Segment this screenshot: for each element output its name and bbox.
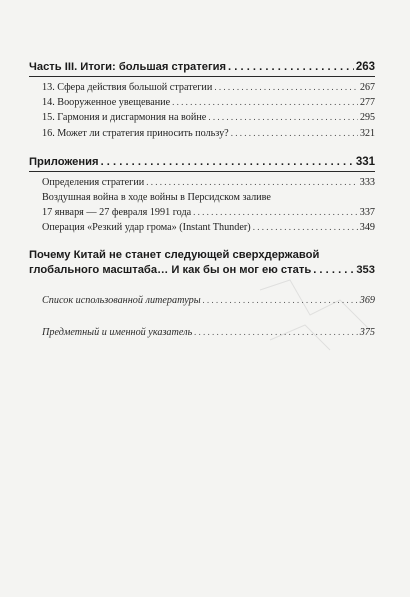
- toc-chapter-13[interactable]: [29, 80, 375, 95]
- toc-index-title: Предметный и именной указатель: [42, 326, 193, 338]
- toc-appendix-page: 337: [359, 207, 375, 219]
- toc-chapter-14[interactable]: [29, 95, 375, 110]
- toc-part-3-page: 263: [355, 61, 375, 73]
- toc-chapter-16[interactable]: [29, 126, 375, 141]
- leader-dots: [214, 80, 358, 95]
- leader-dots: [172, 95, 358, 110]
- toc-index-page: 375: [359, 326, 375, 338]
- leader-dots: [253, 220, 358, 235]
- toc-appendix-page: 349: [359, 222, 375, 234]
- toc-references-title: Список использованной литературы: [42, 294, 201, 306]
- toc-chapter-page: 267: [360, 82, 375, 93]
- toc-appendix-gulf-war-line1[interactable]: Воздушная война в ходе войны в Персидском заливе: [42, 192, 271, 204]
- toc-part-3-title: Часть III. Итоги: большая стратегия: [29, 61, 227, 73]
- toc-chapter-page: 321: [360, 127, 375, 139]
- toc-appendix-title: Операция «Резкий удар грома» (Instant Thunder): [42, 222, 251, 234]
- toc-china-line2: глобального масштаба… И как бы он мог ею стать: [29, 263, 312, 276]
- toc-part-3[interactable]: [29, 59, 375, 77]
- toc-references[interactable]: [29, 293, 375, 308]
- toc-chapter-15[interactable]: [29, 110, 375, 125]
- toc-chapter-page: 277: [360, 97, 375, 109]
- leader-dots: [208, 110, 358, 125]
- leader-dots: [203, 293, 358, 308]
- toc-china-chapter[interactable]: [29, 248, 375, 278]
- toc-china-line1: Почему Китай не станет следующей сверхдержавой: [29, 248, 320, 261]
- toc-chapter-page: 295: [360, 112, 375, 124]
- toc-chapter-title: 13. Сфера действия большой стратегии: [42, 82, 213, 93]
- toc-china-page: 353: [356, 263, 375, 276]
- leader-dots: [101, 154, 354, 171]
- leader-dots: [231, 126, 358, 141]
- toc-references-page: 369: [359, 294, 375, 306]
- toc-appendix-page: 333: [359, 176, 375, 188]
- leader-dots: [194, 325, 358, 340]
- toc-appendix-gulf-war[interactable]: [29, 205, 375, 220]
- toc-chapter-title: 16. Может ли стратегия приносить пользу?: [42, 127, 229, 139]
- toc-appendix-title: Определения стратегии: [42, 176, 145, 188]
- leader-dots: [228, 59, 354, 76]
- toc-index[interactable]: [29, 325, 375, 340]
- toc-appendix-title: 17 января — 27 февраля 1991 года: [42, 207, 192, 219]
- toc-chapter-title: 15. Гармония и дисгармония на войне: [42, 112, 207, 124]
- leader-dots: [313, 263, 354, 278]
- toc-appendices-title: Приложения: [29, 155, 99, 168]
- leader-dots: [193, 205, 358, 220]
- toc-appendices[interactable]: [29, 154, 375, 172]
- toc-appendix-instant-thunder[interactable]: [29, 220, 375, 235]
- toc-appendix-definitions[interactable]: [29, 175, 375, 190]
- toc-chapter-title: 14. Вооруженное увещевание: [42, 97, 171, 109]
- leader-dots: [146, 175, 357, 190]
- toc-appendices-page: 331: [355, 155, 375, 168]
- table-of-contents: [29, 59, 375, 340]
- toc-china-line2-row: [29, 263, 375, 278]
